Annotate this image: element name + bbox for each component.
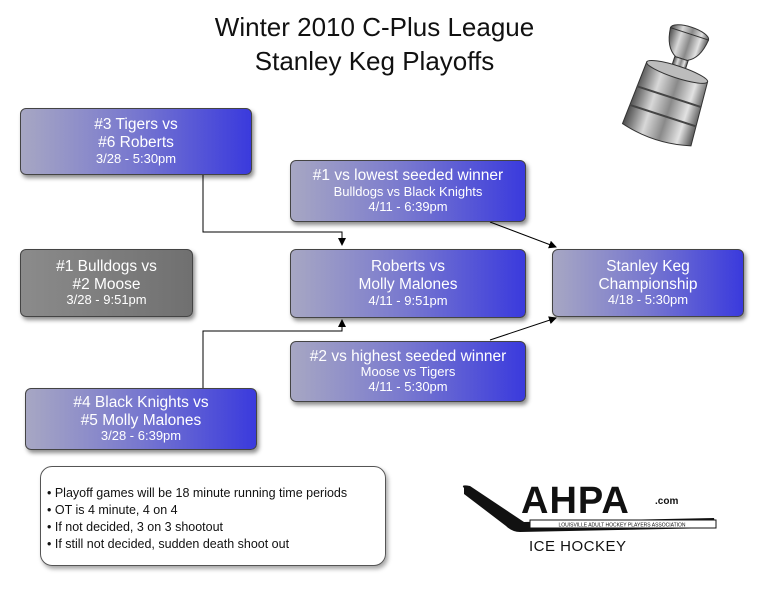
game-time: 4/18 - 5:30pm [607, 292, 689, 308]
game-black-knights-molly-malones [25, 388, 257, 450]
note-item: • OT is 4 minute, 4 on 4 [47, 503, 178, 517]
game-line1: Stanley Keg [606, 257, 690, 275]
connector-semi2-to-final [490, 318, 556, 340]
game-time: 4/11 - 6:39pm [368, 198, 448, 214]
logo-com: .com [655, 496, 679, 507]
note-item: • Playoff games will be 18 minute running time periods [47, 486, 348, 500]
game-time: 4/11 - 9:51pm [368, 292, 448, 308]
rules-notes [40, 466, 386, 566]
game-line1: #2 vs highest seeded winner [309, 347, 507, 365]
logo-tagline: LOUISVILLE ADULT HOCKEY PLAYERS ASSOCIATION [558, 522, 686, 529]
game-line2: #2 Moose [72, 275, 141, 293]
game-line1: #4 Black Knights vs [73, 393, 209, 411]
game-line1: #1 Bulldogs vs [56, 257, 157, 275]
game-line2: Championship [598, 275, 698, 293]
game-roberts-molly-malones [290, 249, 526, 318]
note-item: • If not decided, 3 on 3 shootout [47, 520, 224, 534]
game-time: 4/11 - 5:30pm [368, 379, 448, 395]
game-line2: Bulldogs vs Black Knights [333, 183, 483, 199]
game-line2: Molly Malones [358, 276, 458, 294]
semi-highest-seeded [290, 341, 526, 402]
game-line2: #5 Molly Malones [80, 411, 202, 429]
final-championship [552, 249, 744, 317]
game-line1: #1 vs lowest seeded winner [312, 167, 504, 185]
game-time: 3/28 - 5:30pm [95, 150, 177, 166]
game-tigers-roberts [20, 108, 252, 175]
game-line1: Roberts vs [370, 258, 446, 276]
connector-semi1-to-final [490, 222, 556, 247]
game-time: 3/28 - 6:39pm [100, 428, 182, 444]
note-item: • If still not decided, sudden death shoot out [47, 537, 290, 551]
game-bulldogs-moose [20, 249, 193, 317]
semi-lowest-seeded [290, 160, 526, 222]
game-line2: #6 Roberts [98, 134, 174, 152]
logo-subtitle: ICE HOCKEY [529, 538, 627, 555]
game-line1: #3 Tigers vs [94, 116, 178, 134]
game-time: 3/28 - 9:51pm [66, 292, 147, 308]
game-line2: Moose vs Tigers [360, 364, 456, 380]
title-line-2: Stanley Keg Playoffs [254, 46, 495, 76]
title-line-1: Winter 2010 C-Plus League [214, 12, 535, 42]
logo-name: AHPA [521, 480, 630, 522]
